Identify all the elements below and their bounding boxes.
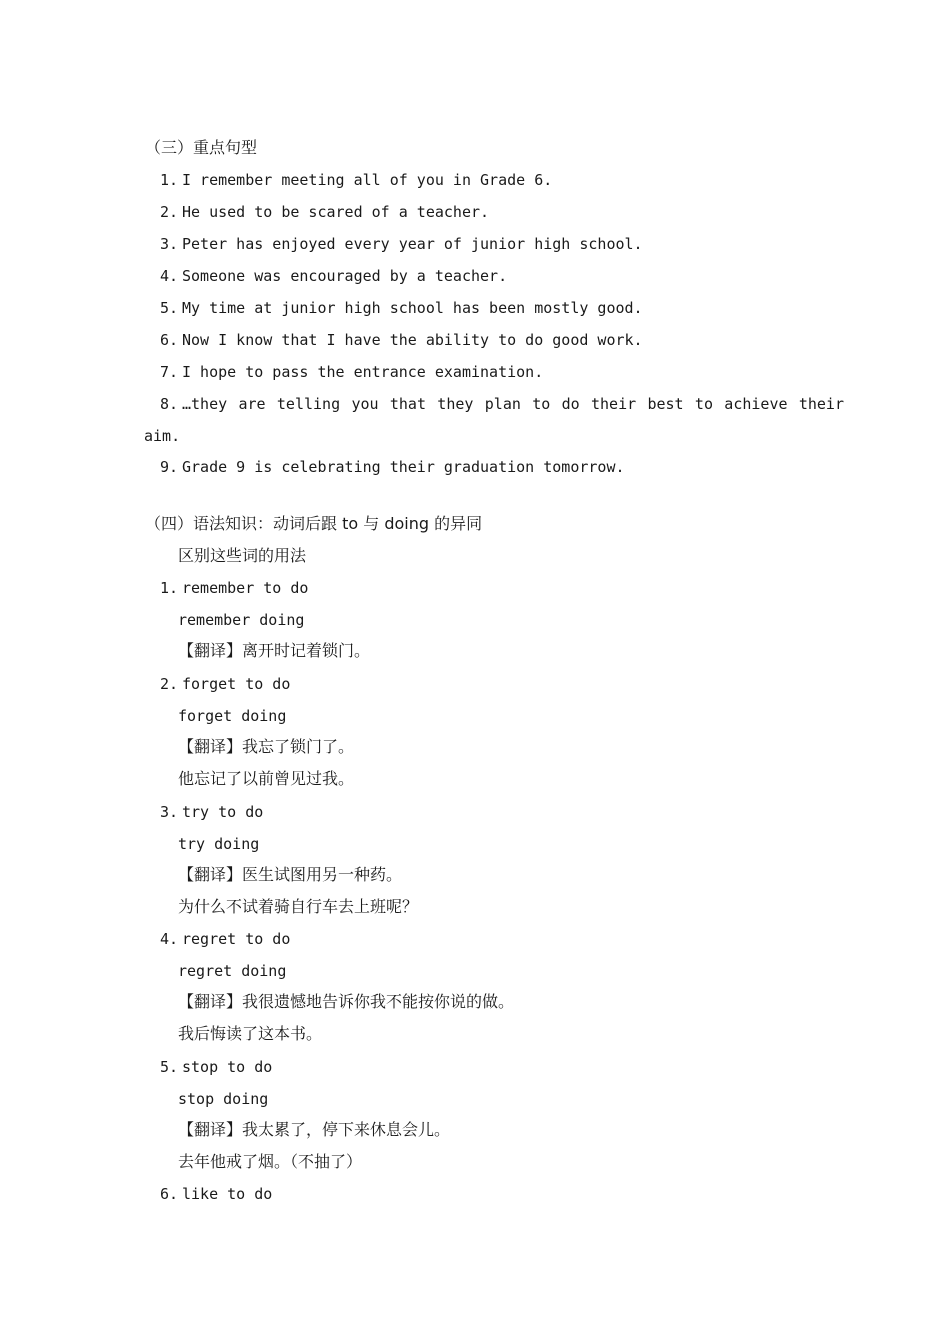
translation-line: 为什么不试着骑自行车去上班呢？ [178,897,419,916]
list-item: 8. …they are telling you that they plan to do their best to achieve their [160,395,844,413]
translation-line: 【翻译】医生试图用另一种药。 [178,865,403,884]
list-item: 1. remember to do [160,579,309,597]
list-item: 4. regret to do [160,930,291,948]
verb-pattern: regret doing [178,962,287,980]
section-subheading: 区别这些词的用法 [178,546,307,565]
list-item: 3. Peter has enjoyed every year of junior high school. [160,235,643,253]
list-item: 2. forget to do [160,675,291,693]
sentence-text: I hope to pass the entrance examination. [182,363,544,381]
list-item: 7. I hope to pass the entrance examination. [160,363,544,381]
translation-line: 【翻译】我太累了，停下来休息会儿。 [178,1120,451,1139]
translation-line: 【翻译】我忘了锁门了。 [178,737,355,756]
list-item: 6. Now I know that I have the ability to do good work. [160,331,643,349]
translation-line: 他忘记了以前曾见过我。 [178,769,355,788]
sentence-text: Grade 9 is celebrating their graduation tomorrow. [182,458,625,476]
verb-pattern: remember doing [178,611,305,629]
list-item: 5. My time at junior high school has been mostly good. [160,299,643,317]
translation-line: 【翻译】离开时记着锁门。 [178,641,371,660]
sentence-text: Peter has enjoyed every year of junior high school. [182,235,643,253]
sentence-text: My time at junior high school has been mostly good. [182,299,643,317]
verb-pattern: try to do [182,803,264,821]
verb-pattern: like to do [182,1185,273,1203]
sentence-continuation: aim. [144,427,181,445]
sentence-text: He used to be scared of a teacher. [182,203,490,221]
sentence-text: Now I know that I have the ability to do good work. [182,331,643,349]
translation-line: 去年他戒了烟。（不抽了） [178,1152,363,1171]
list-item: 9. Grade 9 is celebrating their graduation tomorrow. [160,458,625,476]
translation-line: 【翻译】我很遗憾地告诉你我不能按你说的做。 [178,992,515,1011]
list-item: 1. I remember meeting all of you in Grade 6. [160,171,553,189]
list-item: 6. like to do [160,1185,273,1203]
list-item: 3. try to do [160,803,264,821]
sentence-text: Someone was encouraged by a teacher. [182,267,508,285]
verb-pattern: try doing [178,835,260,853]
sentence-text: …they are telling you that they plan to do their best to achieve their [182,395,844,413]
list-item: 4. Someone was encouraged by a teacher. [160,267,508,285]
verb-pattern: forget to do [182,675,291,693]
list-item: 5. stop to do [160,1058,273,1076]
section-heading-key-sentences: （三）重点句型 [145,138,258,157]
translation-line: 我后悔读了这本书。 [178,1024,323,1043]
section-heading-grammar: （四）语法知识：动词后跟 to 与 doing 的异同 [145,514,483,533]
verb-pattern: regret to do [182,930,291,948]
verb-pattern: remember to do [182,579,309,597]
verb-pattern: stop doing [178,1090,269,1108]
verb-pattern: stop to do [182,1058,273,1076]
sentence-text: I remember meeting all of you in Grade 6. [182,171,553,189]
list-item: 2. He used to be scared of a teacher. [160,203,490,221]
verb-pattern: forget doing [178,707,287,725]
